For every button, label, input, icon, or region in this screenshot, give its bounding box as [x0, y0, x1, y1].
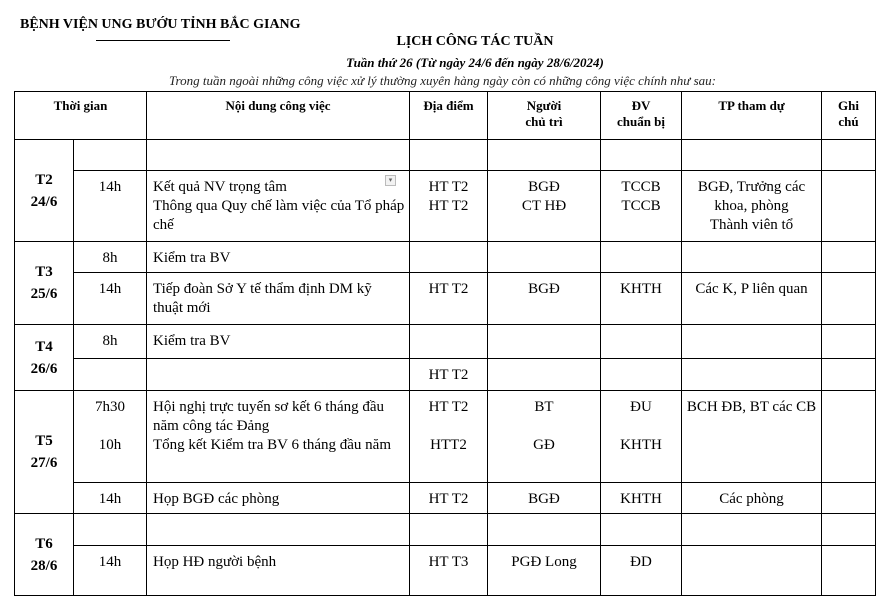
hospital-name: BỆNH VIỆN UNG BƯỚU TỈNH BẮC GIANG [20, 17, 301, 32]
table-row [15, 140, 876, 171]
col-content: Nội dung công việc [147, 92, 410, 140]
day-cell-mon: T2 24/6 [15, 140, 74, 242]
day-cell-wed: T4 26/6 [15, 325, 74, 391]
table-row: 14h Họp BGĐ các phòng HT T2 BGĐ KHTH Các phòng [15, 483, 876, 514]
col-note [822, 92, 876, 140]
col-host-line1: Người [526, 98, 562, 113]
content-cell: Kết quả NV trọng tâm Thông qua Quy chế làm việc của Tổ pháp chế [147, 171, 410, 242]
week-subtitle: Tuần thứ 26 (Từ ngày 24/6 đến ngày 28/6/2024) [346, 55, 604, 70]
schedule-note: Trong tuần ngoài những công việc xử lý thường xuyên hàng ngày còn có những công việc chính như sau: [169, 73, 716, 88]
day-cell-thu: T5 27/6 [15, 391, 74, 514]
col-note-line2: chú [838, 114, 859, 129]
schedule-table [14, 91, 876, 596]
col-note-line1: Ghi [838, 98, 859, 113]
schedule-title: LỊCH CÔNG TÁC TUẦN [396, 34, 554, 49]
col-host [488, 92, 601, 140]
table-row: T5 27/6 7h30 10h Hội nghị trực tuyến sơ kết 6 tháng đầu năm công tác Đảng Tổng kết Kiểm tra BV 6 tháng đầu năm HT T2 HTT2 BT GĐ ĐU KHTH BCH ĐB, BT các CB [15, 391, 876, 483]
day-cell-tue: T3 25/6 [15, 242, 74, 325]
table-row: T3 25/6 8h Kiểm tra BV [15, 242, 876, 273]
table-row [15, 514, 876, 546]
col-time: Thời gian [15, 92, 147, 140]
day-cell-fri: T6 28/6 [15, 514, 74, 596]
table-row: 14h Kết quả NV trọng tâm Thông qua Quy chế làm việc của Tổ pháp chế HT T2 HT T2 BGĐ CT HĐ TCCB TCCB BGĐ, Trưởng các khoa, phòng Thành viên tổ [15, 171, 876, 242]
header-row [15, 92, 876, 140]
col-prep [601, 92, 682, 140]
table-row: T4 26/6 8h Kiểm tra BV [15, 325, 876, 359]
col-prep-line2: chuẩn bị [616, 114, 666, 129]
col-host-line2: chủ trì [525, 114, 563, 129]
filter-dropdown-icon[interactable]: ▾ [385, 175, 396, 186]
table-row: HT T2 [15, 359, 876, 391]
col-place: Địa điểm [410, 92, 488, 140]
table-row: 14h Họp HĐ người bệnh HT T3 PGĐ Long ĐD [15, 546, 876, 596]
table-row: 14h Tiếp đoàn Sở Y tế thẩm định DM kỹ thuật mới HT T2 BGĐ KHTH Các K, P liên quan [15, 273, 876, 325]
col-prep-line1: ĐV [631, 98, 651, 113]
col-attendees: TP tham dự [682, 92, 822, 140]
